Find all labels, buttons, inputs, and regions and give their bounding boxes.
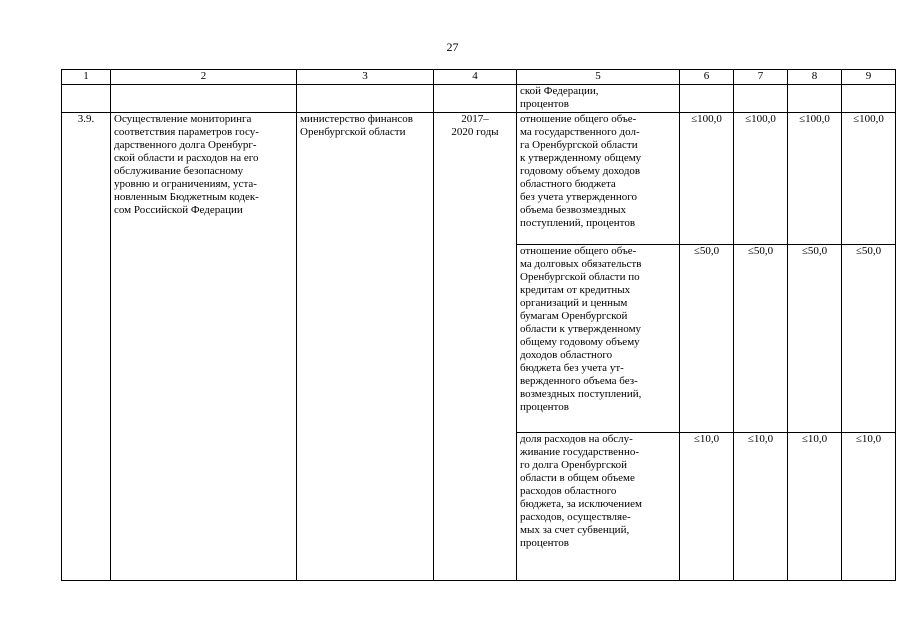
indicator-value: ≤50,0	[734, 245, 788, 433]
indicator-value: ≤100,0	[842, 113, 896, 245]
indicator-value: ≤10,0	[842, 433, 896, 581]
column-number: 1	[62, 70, 111, 85]
column-number: 6	[680, 70, 734, 85]
indicator-text: отношение общего объе- ма государственного дол- га Оренбургской области к утвержденному общему годовому объему доходов областного бюджета без учета утвержденного объема безвозмездных поступлений, процентов	[517, 113, 680, 245]
column-number: 7	[734, 70, 788, 85]
indicator-value: ≤10,0	[788, 433, 842, 581]
empty-cell	[111, 85, 297, 113]
indicator-value: ≤10,0	[734, 433, 788, 581]
empty-cell	[734, 85, 788, 113]
page-number: 27	[446, 40, 459, 54]
indicator-value: ≤10,0	[680, 433, 734, 581]
period: 2017– 2020 годы	[434, 113, 517, 581]
indicator-text: отношение общего объе- ма долговых обязательств Оренбургской области по кредитам от кредитных организаций и ценным бумагам Оренбургской области к утвержденному общему годовому объему доходов областного бюджета без учета ут- вержденного объема без- возмездных поступлений, процентов	[517, 245, 680, 433]
column-number: 2	[111, 70, 297, 85]
row-number: 3.9.	[62, 113, 111, 581]
empty-cell	[680, 85, 734, 113]
measure-description: Осуществление мониторинга соответствия параметров госу- дарственного долга Оренбург- ской области и расходов на его обслуживание безопасному уровню и ограничениям, уста- новленным Бюджетным кодек- сом Российской Федерации	[111, 113, 297, 581]
empty-cell	[788, 85, 842, 113]
executor: министерство финансов Оренбургской области	[297, 113, 434, 581]
column-number: 9	[842, 70, 896, 85]
program-table	[61, 69, 896, 581]
column-number-row	[62, 70, 896, 85]
indicator-value: ≤100,0	[734, 113, 788, 245]
empty-cell	[434, 85, 517, 113]
column-number: 8	[788, 70, 842, 85]
empty-cell	[842, 85, 896, 113]
indicator-value: ≤100,0	[680, 113, 734, 245]
column-number: 4	[434, 70, 517, 85]
indicator-text: доля расходов на обслу- живание государственно- го долга Оренбургской области в общем объеме расходов областного бюджета, за исключением расходов, осуществляе- мых за счет субвенций, процентов	[517, 433, 680, 581]
continued-row	[62, 85, 896, 113]
column-number: 5	[517, 70, 680, 85]
indicator-value: ≤50,0	[788, 245, 842, 433]
table-row	[62, 113, 896, 245]
indicator-continuation: ской Федерации, процентов	[517, 85, 680, 113]
column-number: 3	[297, 70, 434, 85]
indicator-value: ≤50,0	[842, 245, 896, 433]
indicator-value: ≤100,0	[788, 113, 842, 245]
empty-cell	[297, 85, 434, 113]
empty-cell	[62, 85, 111, 113]
indicator-value: ≤50,0	[680, 245, 734, 433]
